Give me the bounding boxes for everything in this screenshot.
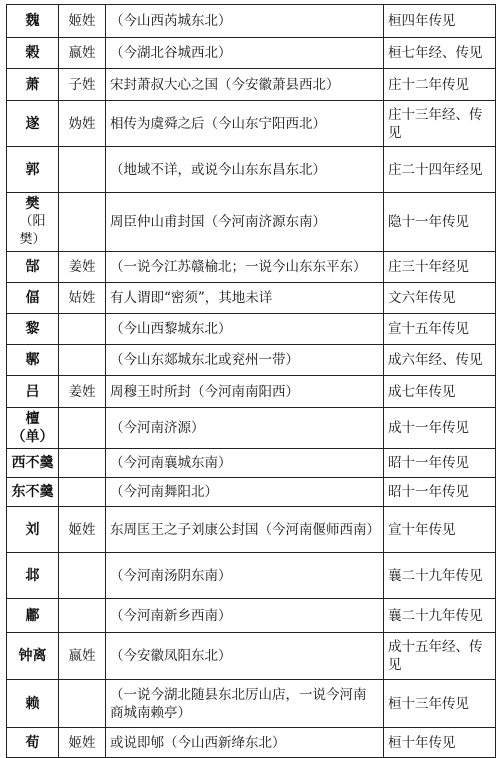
location-note: （今河南襄城东南） (106, 449, 384, 478)
record-reference: 成七年传见 (384, 376, 496, 408)
clan-surname: 姜姓 (59, 252, 106, 283)
clan-surname (59, 680, 106, 728)
state-name: 刘 (7, 507, 59, 553)
clan-surname: 姬姓 (59, 507, 106, 553)
location-note: 相传为虞舜之后（今山东宁阳西北） (106, 101, 384, 147)
state-name: 钟离 (7, 633, 59, 680)
states-table-sheet (6, 4, 495, 758)
record-reference: 襄二十九年传见 (384, 553, 496, 599)
state-name: 赖 (7, 680, 59, 728)
table-row (7, 599, 496, 633)
location-note: （今山西芮城东北） (106, 5, 384, 38)
location-note: （今河南济源） (106, 408, 384, 449)
record-reference: 桓七年经、传见 (384, 38, 496, 69)
clan-surname (59, 345, 106, 376)
state-name: 郭 (7, 147, 59, 193)
location-note: 周臣仲山甫封国（今河南济源东南） (106, 193, 384, 252)
state-name: 遂 (7, 101, 59, 147)
location-note: （今河南舞阳北） (106, 478, 384, 507)
clan-surname: 姬姓 (59, 728, 106, 758)
state-name: 西不羹 (7, 449, 59, 478)
table-row (7, 283, 496, 314)
state-name: 魏 (7, 5, 59, 38)
location-note: 宋封萧叔大心之国（今安徽萧县西北） (106, 69, 384, 101)
clan-surname: 姬姓 (59, 5, 106, 38)
table-row (7, 680, 496, 728)
state-name: 榖 (7, 38, 59, 69)
table-row (7, 69, 496, 101)
clan-surname (59, 193, 106, 252)
location-note: 周穆王时所封（今河南南阳西） (106, 376, 384, 408)
state-name: 荀 (7, 728, 59, 758)
clan-surname: 姜姓 (59, 376, 106, 408)
table-row (7, 478, 496, 507)
table-row (7, 193, 496, 252)
clan-surname: 子姓 (59, 69, 106, 101)
record-reference: 成六年经、传见 (384, 345, 496, 376)
table-row (7, 147, 496, 193)
table-row (7, 408, 496, 449)
location-note: （今湖北谷城西北） (106, 38, 384, 69)
state-name-alias: （阳樊） (19, 214, 46, 247)
location-note: 有人谓即“密须”，其地未详 (106, 283, 384, 314)
table-row (7, 252, 496, 283)
record-reference: 宣十年传见 (384, 507, 496, 553)
state-name: 鄟 (7, 345, 59, 376)
location-note: 或说即郇（今山西新绛东北） (106, 728, 384, 758)
record-reference: 桓十年传见 (384, 728, 496, 758)
record-reference: 成十一年传见 (384, 408, 496, 449)
state-name: 邶 (7, 553, 59, 599)
record-reference: 昭十一年传见 (384, 478, 496, 507)
table-row (7, 728, 496, 758)
record-reference: 襄二十九年传见 (384, 599, 496, 633)
state-name: 偪 (7, 283, 59, 314)
record-reference: 桓十三年传见 (384, 680, 496, 728)
record-reference: 宣十五年传见 (384, 314, 496, 345)
clan-surname: 嬴姓 (59, 38, 106, 69)
clan-surname (59, 449, 106, 478)
location-note: （今山东郯城东北或兖州一带） (106, 345, 384, 376)
location-note: （一说今江苏赣榆北；一说今山东东平东） (106, 252, 384, 283)
table-row (7, 345, 496, 376)
location-note: 东周匡王之子刘康公封国（今河南偃师西南） (106, 507, 384, 553)
table-row (7, 507, 496, 553)
clan-surname: 嬴姓 (59, 633, 106, 680)
clan-surname (59, 599, 106, 633)
location-note: （今河南新乡西南） (106, 599, 384, 633)
record-reference: 文六年传见 (384, 283, 496, 314)
record-reference: 隐十一年传见 (384, 193, 496, 252)
location-note: （今山西黎城东北） (106, 314, 384, 345)
table-row (7, 449, 496, 478)
table-row (7, 314, 496, 345)
clan-surname: 姞姓 (59, 283, 106, 314)
location-note: （一说今湖北随县东北厉山店，一说今河南商城南赖亭） (106, 680, 384, 728)
clan-surname: 妫姓 (59, 101, 106, 147)
clan-surname (59, 147, 106, 193)
state-name: 檀（单） (7, 408, 59, 449)
record-reference: 庄十三年经、传见 (384, 101, 496, 147)
table-row (7, 5, 496, 38)
table-row (7, 376, 496, 408)
location-note: （地域不详，或说今山东东昌东北） (106, 147, 384, 193)
state-name: 萧 (7, 69, 59, 101)
states-table (6, 4, 496, 758)
record-reference: 庄三十年经见 (384, 252, 496, 283)
clan-surname (59, 553, 106, 599)
state-name: 鄘 (7, 599, 59, 633)
table-row (7, 553, 496, 599)
table-row (7, 38, 496, 69)
table-row (7, 633, 496, 680)
clan-surname (59, 478, 106, 507)
record-reference: 庄二十四年经见 (384, 147, 496, 193)
clan-surname (59, 314, 106, 345)
record-reference: 成十五年经、传见 (384, 633, 496, 680)
table-row (7, 101, 496, 147)
clan-surname (59, 408, 106, 449)
record-reference: 庄十二年传见 (384, 69, 496, 101)
state-name: 郜 (7, 252, 59, 283)
location-note: （今河南汤阴东南） (106, 553, 384, 599)
state-name-main: 樊 (25, 196, 40, 212)
state-name: 黎 (7, 314, 59, 345)
record-reference: 昭十一年传见 (384, 449, 496, 478)
state-name (7, 193, 59, 252)
location-note: （今安徽凤阳东北） (106, 633, 384, 680)
record-reference: 桓四年传见 (384, 5, 496, 38)
state-name: 东不羹 (7, 478, 59, 507)
state-name: 吕 (7, 376, 59, 408)
